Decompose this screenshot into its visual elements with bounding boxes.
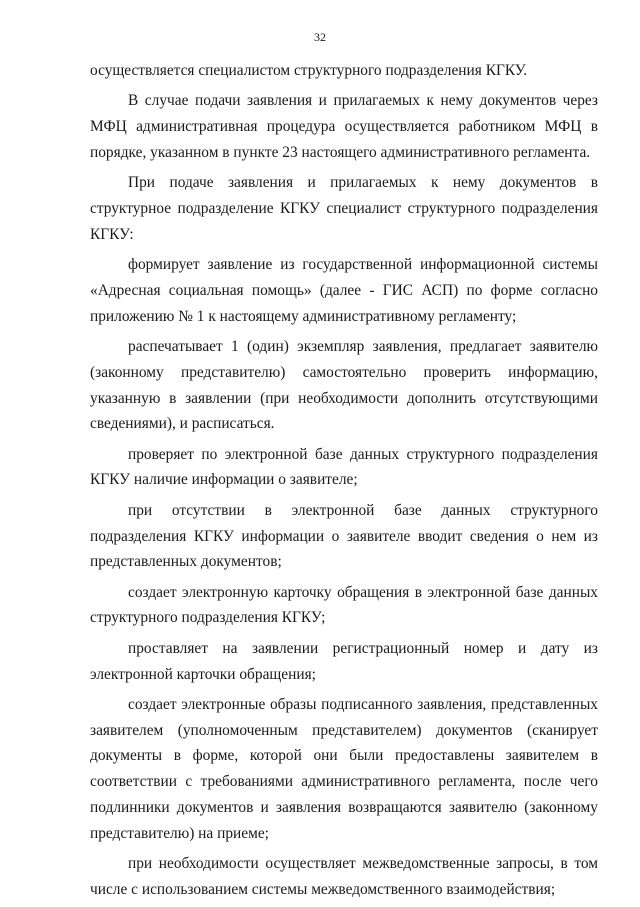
list-item-print-application: распечатывает 1 (один) экземпляр заявления, предлагает заявителю (законному представителю) самостоятельно проверить информацию, указанную в заявлении (при необходимости дополнить отсутствующими сведениями), и расписаться. <box>90 337 598 433</box>
list-item-enter-info: при отсутствии в электронной базе данных структурного подразделения КГКУ информации о заявителе вводит сведения о нем из представленных документов; <box>90 501 598 571</box>
list-item-scan-documents: создает электронные образы подписанного заявления, представленных заявителем (уполномоченным представителем) документов (сканирует документы в форме, которой они были предоставлены заявителем в соответствии с требованиями административного регламента, после чего подлинники документов и заявления возвращаются заявителю (законному представителю) на приеме; <box>90 695 598 842</box>
paragraph-mfc-procedure: В случае подачи заявления и прилагаемых к нему документов через МФЦ административная процедура осуществляется работником МФЦ в порядке, указанном в пункте 23 настоящего административного регламента. <box>90 92 598 161</box>
list-item-interagency-requests: при необходимости осуществляет межведомственные запросы, в том числе с использованием системы межведомственного взаимодействия; <box>90 855 598 898</box>
document-body <box>90 58 598 907</box>
list-item-form-application: формирует заявление из государственной информационной системы «Адресная социальная помощь» (далее - ГИС АСП) по форме согласно приложению № 1 к настоящему административному регламенту; <box>90 256 598 325</box>
list-item-create-card: создает электронную карточку обращения в электронной базе данных структурного подразделения КГКУ; <box>90 583 598 627</box>
paragraph-kgku-intro: При подаче заявления и прилагаемых к нему документов в структурное подразделение КГКУ специалист структурного подразделения КГКУ: <box>90 174 598 243</box>
page-number: 32 <box>314 30 326 44</box>
list-item-registration-number: проставляет на заявлении регистрационный номер и дату из электронной карточки обращения; <box>90 639 598 683</box>
list-item-check-database: проверяет по электронной базе данных структурного подразделения КГКУ наличие информации о заявителе; <box>90 445 598 489</box>
paragraph-continuation: осуществляется специалистом структурного подразделения КГКУ. <box>90 62 528 79</box>
